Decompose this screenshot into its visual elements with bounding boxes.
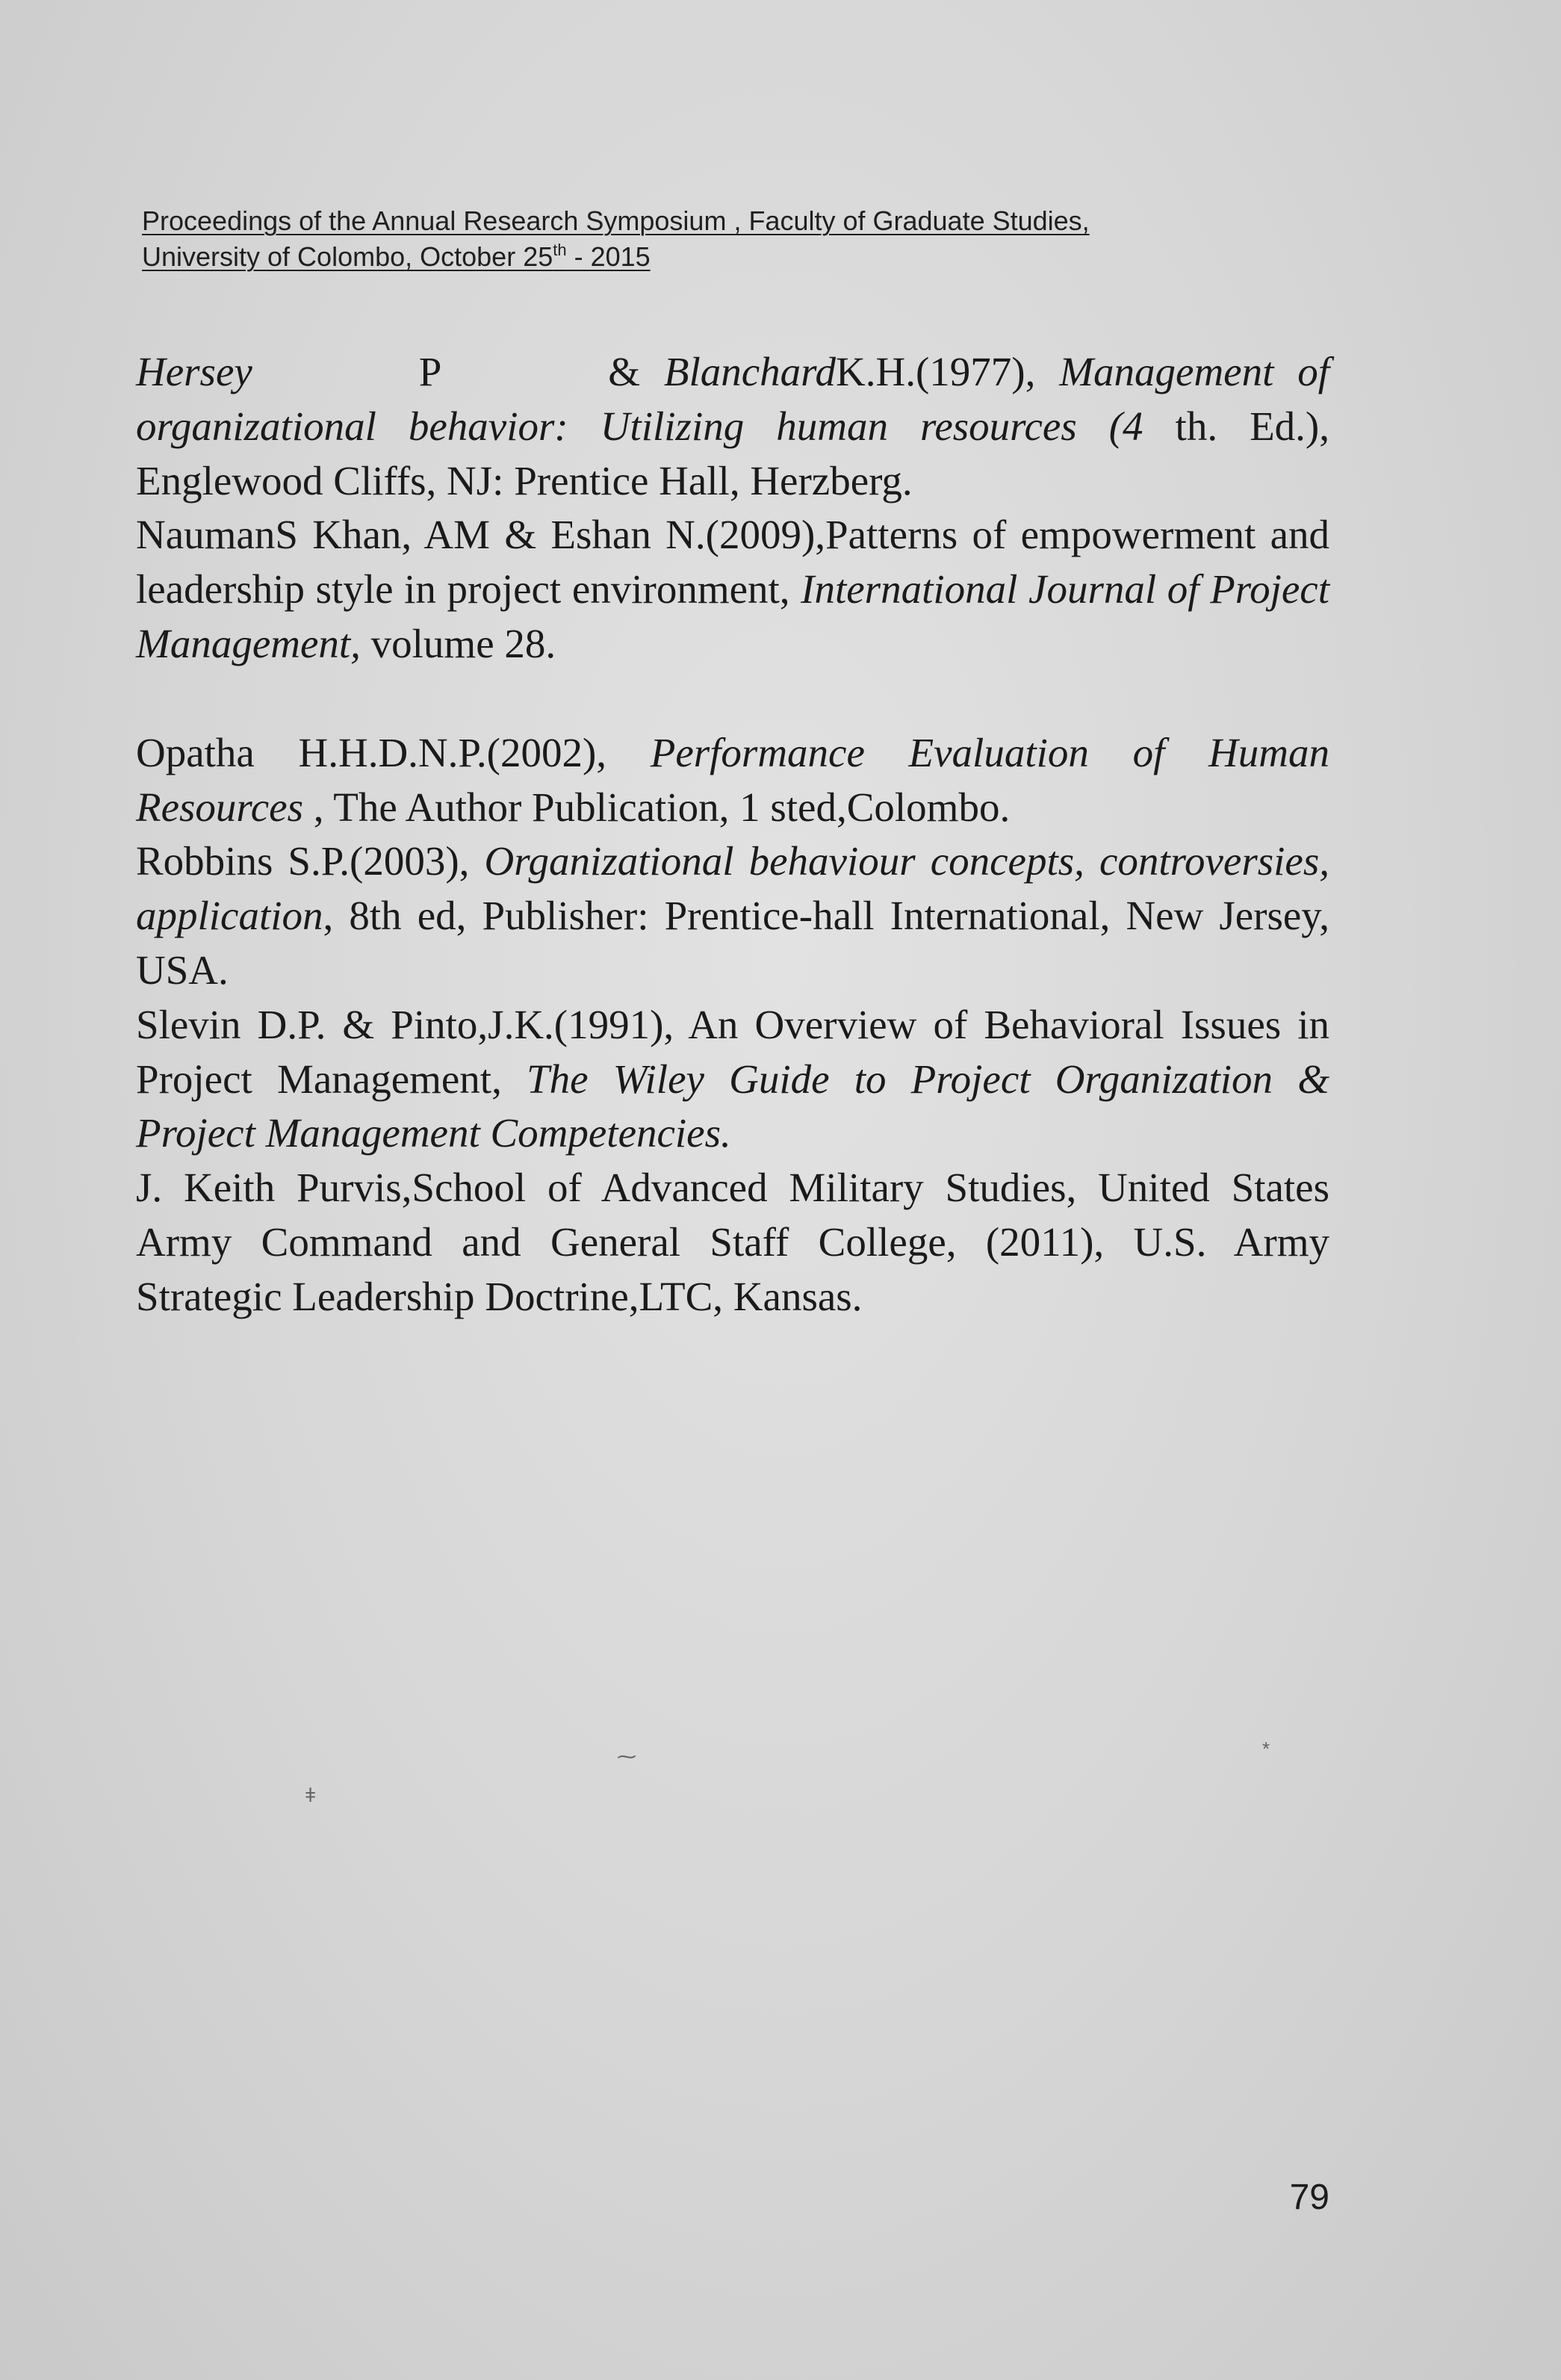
reference-hersey <box>136 345 1329 508</box>
scan-speck-3: ǂ <box>305 1784 317 1806</box>
reference-publisher: , 8th ed, Publisher: Prentice-hall International, New Jersey, USA. <box>136 893 1329 993</box>
reference-title: The Wiley Guide to Project Organization & Project Management Competencies. <box>136 1056 1330 1156</box>
reference-text: Robbins S.P.(2003), <box>136 838 485 884</box>
reference-edition: (4 <box>1076 403 1143 449</box>
page-number: 79 <box>1289 2178 1329 2217</box>
scan-speck-1: ⁓ <box>617 1745 636 1767</box>
reference-opatha <box>136 726 1329 835</box>
reference-text: J. Keith Purvis,School of Advanced Military Studies, United States Army Command and General Staff College, (2011), U.S. Army Strategic Leadership Doctrine,LTC, Kansas. <box>136 1165 1329 1319</box>
reference-volume: volume 28. <box>360 620 556 666</box>
reference-title: Management of organizational behavior: Utilizing human resources <box>136 349 1329 449</box>
reference-author-italic-2: Blanchard <box>663 349 837 394</box>
reference-text: NaumanS Khan, AM & Eshan N.(2009),Patterns of empowerment and leadership style in project environment, <box>136 512 1329 613</box>
reference-title: Performance Evaluation of Human Resources <box>136 729 1329 830</box>
reference-robbins <box>136 834 1329 997</box>
header-line-2-prefix: University of Colombo, October 25 <box>142 241 553 272</box>
header-line-2 <box>142 239 1307 275</box>
reference-publisher: , The Author Publication, 1 sted,Colombo. <box>303 784 1011 830</box>
reference-slevin <box>136 998 1329 1161</box>
reference-title: Organizational behaviour concepts, controversies, application <box>136 838 1329 939</box>
reference-text: Slevin D.P. & Pinto,J.K.(1991), An Overview of Behavioral Issues in Project Management, <box>136 1001 1329 1102</box>
reference-year: K.H.(1977), <box>836 349 1060 394</box>
reference-journal: International Journal of Project Management, <box>136 566 1329 666</box>
header-line-2-suffix: - 2015 <box>566 241 651 272</box>
reference-publisher: th. Ed.), Englewood Cliffs, NJ: Prentice Hall, Herzberg. <box>136 403 1329 503</box>
reference-list <box>136 345 1329 1324</box>
reference-author: P & <box>418 349 664 394</box>
proceedings-header <box>142 203 1307 275</box>
reference-purvis <box>136 1161 1329 1324</box>
reference-nauman <box>136 508 1329 671</box>
header-line-1: Proceedings of the Annual Research Symposium , Faculty of Graduate Studies, <box>142 205 1090 236</box>
reference-author-italic: Hersey <box>136 349 419 394</box>
reference-text: Opatha H.H.D.N.P.(2002), <box>136 729 651 775</box>
header-superscript: th <box>553 241 567 259</box>
scan-speck-2: * <box>1262 1738 1270 1760</box>
